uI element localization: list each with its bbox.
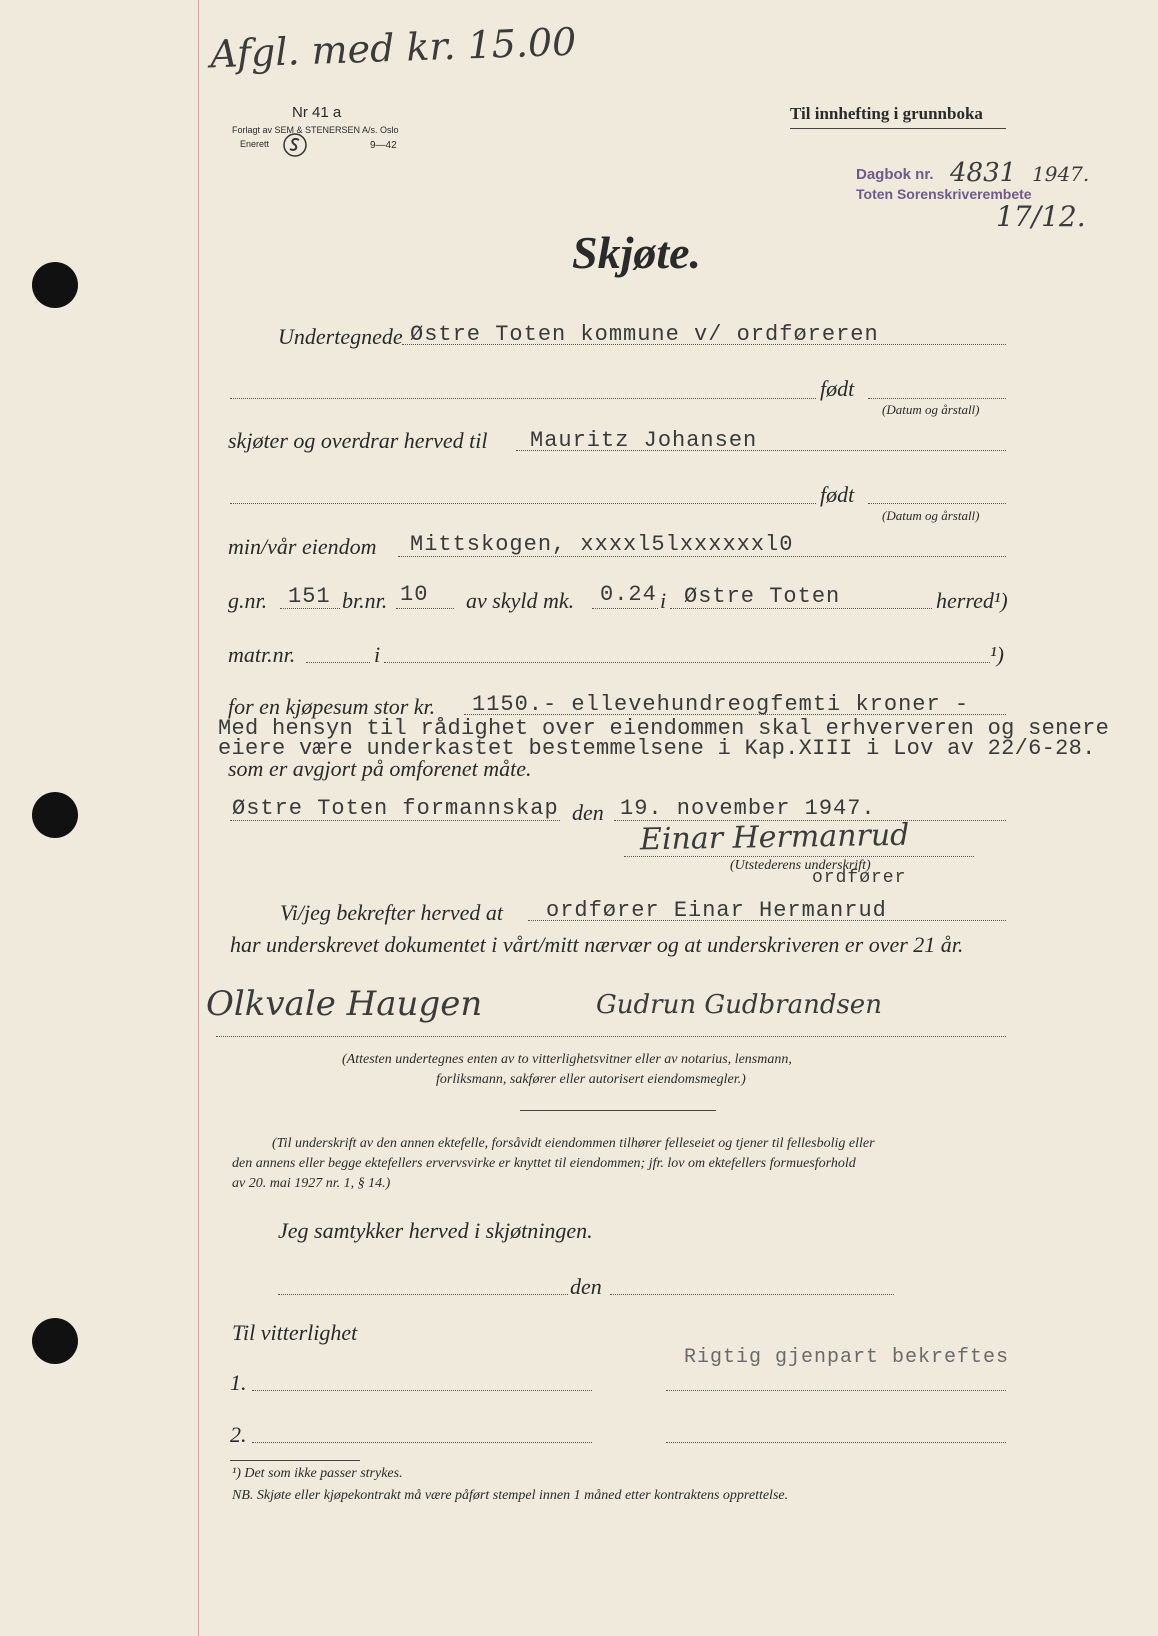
attest-note-2: forliksmann, sakfører eller autorisert eiendomsmegler.) (436, 1072, 746, 1087)
gnr-label: g.nr. (228, 588, 268, 613)
office-stamp: Toten Sorenskriverembete (856, 186, 1032, 202)
skyld-i-label: i (660, 588, 667, 613)
skjoter-label: skjøter og overdrar herved til (228, 428, 488, 453)
herred-label: herred¹) (936, 588, 1008, 613)
binding-note-underline (790, 128, 1006, 129)
issuer-role: ordfører (812, 868, 907, 888)
datum-hint-2: (Datum og årstall) (882, 508, 980, 523)
spouse-note-2: den annens eller begge ektefellers ervervsvirke er knyttet til eiendommen; jfr. lov om ektefellers formuesforhold (232, 1156, 856, 1171)
eiendom-label: min/vår eiendom (228, 534, 377, 559)
spouse-consent: Jeg samtykker herved i skjøtningen. (278, 1218, 593, 1243)
witness-number-2: 2. (230, 1422, 247, 1447)
fodt-label-2: født (820, 482, 855, 507)
brnr-value: 10 (400, 582, 429, 607)
avgjort-label: som er avgjort på omforenet måte. (228, 756, 532, 781)
publisher-date: 9—42 (370, 140, 397, 151)
punch-hole-middle (32, 792, 78, 838)
den-label: den (572, 800, 604, 825)
section-divider (520, 1110, 716, 1111)
skyld-value: 0.24 (600, 582, 657, 607)
spouse-note-3: av 20. mai 1927 nr. 1, § 14.) (232, 1176, 391, 1191)
witness-signature-2: Gudrun Gudbrandsen (596, 990, 882, 1020)
matr-footnote-mark: ¹) (990, 642, 1004, 667)
datum-hint-1: (Datum og årstall) (882, 402, 980, 417)
kjopesum-label: for en kjøpesum stor kr. (228, 694, 436, 719)
witness-number-1: 1. (230, 1370, 247, 1395)
margin-rule (198, 0, 199, 1636)
fodt-label-1: født (820, 376, 855, 401)
spouse-note-1: (Til underskrift av den annen ektefelle, forsåvidt eiendommen tilhører felleseiet og tjener til fellesbolig eller (272, 1136, 875, 1151)
dagbok-stamp-label: Dagbok nr. (856, 166, 934, 183)
publisher-rights: Enerett (240, 139, 270, 149)
spouse-den-label: den (570, 1274, 602, 1299)
issuer-signature: Einar Hermanrud (639, 817, 910, 858)
skyld-label: av skyld mk. (466, 588, 575, 613)
condition-line-2: eiere være underkastet bestemmelsene i Kap.XIII i Lov av 22/6-28. (218, 736, 1096, 761)
punch-hole-top (32, 262, 78, 308)
footnote: ¹) Det som ikke passer strykes. (232, 1466, 403, 1481)
property-name: Mittskogen, xxxxl5lxxxxxxl0 (410, 532, 794, 557)
publisher-line: Forlagt av SEM & STENERSEN A/s. Oslo (232, 125, 399, 135)
binding-note: Til innhefting i grunnboka (790, 104, 983, 123)
witness-statement: har underskrevet dokumentet i vårt/mitt nærvær og at underskriveren er over 21 år. (230, 932, 964, 957)
publisher-logo (282, 132, 308, 158)
nb-note: NB. Skjøte eller kjøpekontrakt må være påført stempel innen 1 måned etter kontraktens opprettelse. (232, 1488, 789, 1503)
document-title: Skjøte. (572, 227, 702, 278)
vi-bekrefter-label: Vi/jeg bekrefter herved at (280, 900, 503, 925)
herred-value: Østre Toten (684, 584, 841, 609)
condition-line-1: Med hensyn til rådighet over eiendommen skal erhververen og senere (218, 716, 1110, 741)
stamp-date-handwritten: 17/12. (996, 200, 1086, 233)
attest-note-1: (Attesten undertegnes enten av to vitterlighetsvitner eller av notarius, lensmann, (342, 1052, 792, 1067)
witness-signature-1: Olkvale Haugen (206, 984, 483, 1024)
issuer-caption: (Utstederens underskrift) (730, 858, 871, 873)
date-value: 19. november 1947. (620, 796, 876, 821)
undertegnede-label: Undertegnede (278, 324, 403, 349)
copy-confirmation-stamp: Rigtig gjenpart bekreftes (684, 1346, 1010, 1369)
price-value: 1150.- ellevehundreogfemti kroner - (472, 692, 970, 717)
confirmed-signer: ordfører Einar Hermanrud (546, 898, 887, 923)
handwritten-fee-note: Afgl. med kr. 15.00 (209, 19, 578, 77)
brnr-label: br.nr. (342, 588, 388, 613)
matr-i-label: i (374, 642, 381, 667)
dagbok-number: 4831 (950, 158, 1017, 188)
place-value: Østre Toten formannskap (232, 796, 559, 821)
seller-name: Østre Toten kommune v/ ordføreren (410, 322, 879, 347)
matr-label: matr.nr. (228, 642, 296, 667)
punch-hole-bottom (32, 1318, 78, 1364)
buyer-name: Mauritz Johansen (530, 428, 758, 453)
dagbok-year: 1947. (1032, 162, 1090, 186)
vitterlighet-label: Til vitterlighet (232, 1320, 358, 1345)
gnr-value: 151 (288, 584, 331, 609)
form-number: Nr 41 a (292, 104, 342, 121)
